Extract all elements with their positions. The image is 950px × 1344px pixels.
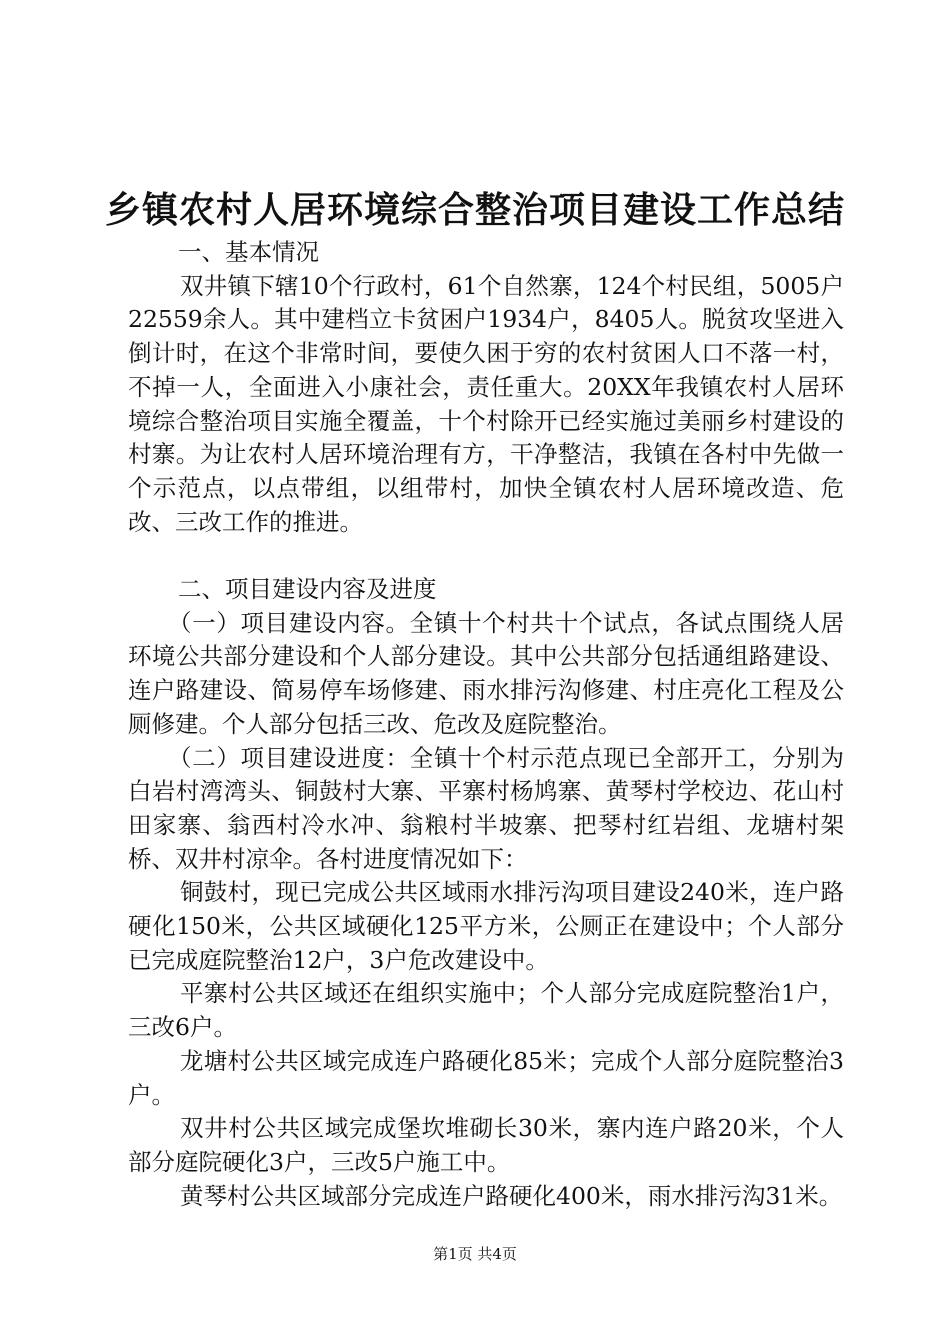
section2-paragraph-progress: （二）项目建设进度：全镇十个村示范点现已全部开工，分别为白岩村湾湾头、铜鼓村大寨、平寨村杨鸠寨、黄琴村学校边、花山村田家寨、翁西村冷水冲、翁粮村半坡寨、把琴村红岩组、龙塘村架桥、双井村凉伞。各村进度情况如下： [128,743,844,873]
village-pingzhai-paragraph: 平寨村公共区域还在组织实施中；个人部分完成庭院整治1户，三改6户。 [128,979,844,1042]
section2-heading: 二、项目建设内容及进度 [178,575,437,604]
paragraph-gap [128,539,844,573]
section2-paragraph-content: （一）项目建设内容。全镇十个村共十个试点，各试点围绕人居环境公共部分建设和个人部分建设。其中公共部分包括通组路建设、连户路建设、简易停车场修建、雨水排污沟修建、村庄亮化工程及公厕修建。个人部分包括三改、危改及庭院整治。 [128,608,844,738]
page-number-footer: 第1页 共4页 [433,1245,517,1263]
village-tonggu-paragraph: 铜鼓村，现已完成公共区域雨水排污沟项目建设240米，连户路硬化150米，公共区域硬化125平方米，公厕正在建设中；个人部分已完成庭院整治12户，3户危改建设中。 [128,878,844,974]
document-body [128,236,844,1213]
document-title: 乡镇农村人居环境综合整治项目建设工作总结 [104,189,845,231]
section1-paragraph: 双井镇下辖10个行政村，61个自然寨，124个村民组，5005户22559余人。其中建档立卡贫困户1934户，8405人。脱贫攻坚进入倒计时，在这个非常时间，要使久困于穷的农村贫困人口不落一村，不掉一人，全面进入小康社会，责任重大。20XX年我镇农村人居环境综合整治项目实施全覆盖，十个村除开已经实施过美丽乡村建设的村寨。为让农村人居环境治理有方，干净整洁，我镇在各村中先做一个示范点，以点带组，以组带村，加快全镇农村人居环境改造、危改、三改工作的推进。 [128,271,844,536]
section1-heading: 一、基本情况 [178,238,319,266]
village-shuangjing-paragraph: 双井村公共区域完成堡坎堆砌长30米，寨内连户路20米，个人部分庭院硬化3户，三改5户施工中。 [128,1114,844,1176]
village-longtang-paragraph: 龙塘村公共区域完成连户路硬化85米；完成个人部分庭院整治3户。 [128,1046,844,1109]
village-huangqin-paragraph: 黄琴村公共区域部分完成连户路硬化400米，雨水排污沟31米。 [180,1181,843,1210]
